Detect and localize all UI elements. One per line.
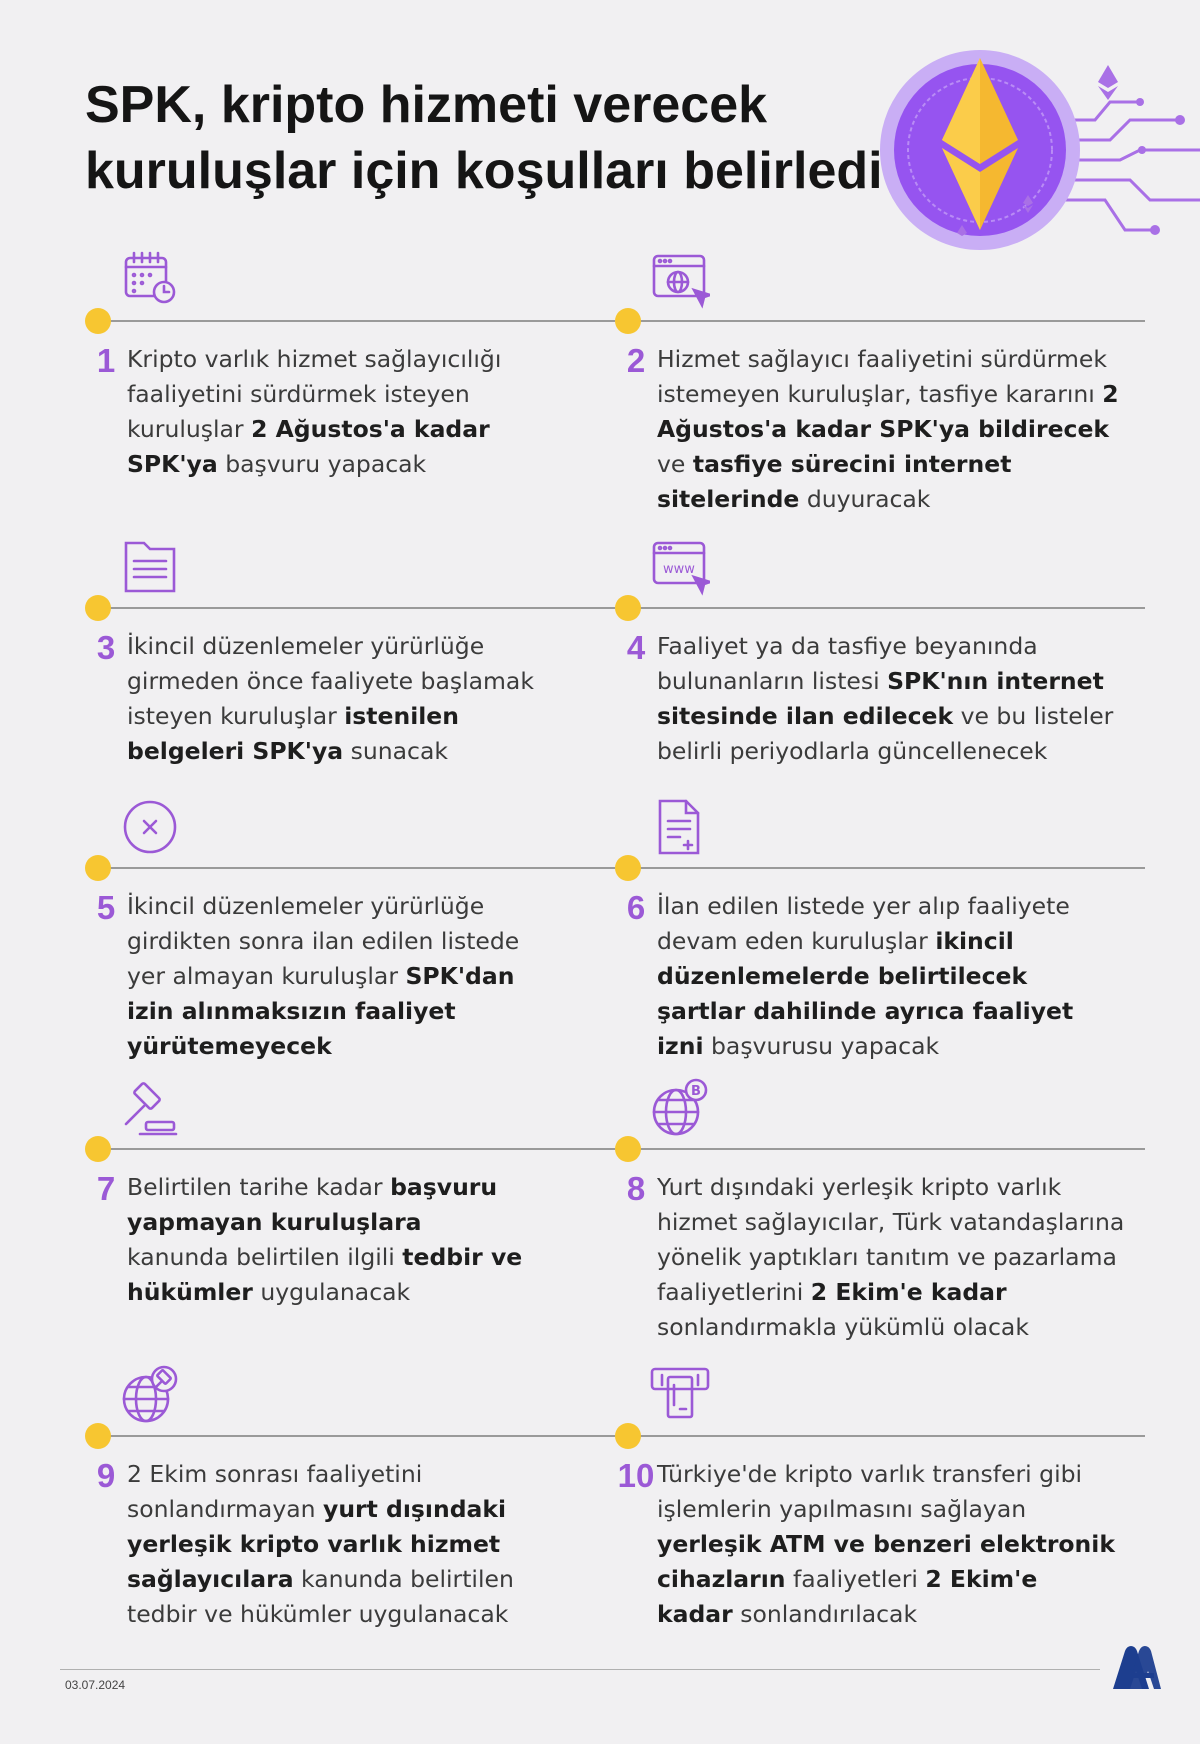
item-text-part: Kripto varlık hizmet sağlayıcılığı faaliyetini sürdürmek isteyen kuruluşlar — [127, 345, 502, 443]
item-text-part: başvurusu yapacak — [703, 1032, 940, 1060]
folder-document-icon — [120, 537, 180, 597]
item-text-part: uygulanacak — [252, 1278, 411, 1306]
item-text-part: Faaliyet ya da tasfiye beyanında bulunanların listesi — [657, 632, 1038, 695]
document-plus-icon — [650, 797, 710, 857]
aa-logo-icon — [1110, 1645, 1162, 1691]
globe-gavel-icon — [120, 1365, 180, 1425]
item-text-bold: 2 Ağustos'a kadar SPK'ya — [127, 415, 490, 478]
item-text — [657, 1457, 1117, 1632]
item-text-part: kanunda belirtilen ilgili — [127, 1243, 403, 1271]
list-item-8 — [615, 1078, 1155, 1358]
item-number: 1 — [96, 342, 116, 379]
svg-text:www: www — [663, 562, 695, 577]
publish-date: 03.07.2024 — [65, 1678, 126, 1692]
globe-bitcoin-icon — [650, 1078, 710, 1138]
item-text-bold: başvuru yapmayan kuruluşlara — [127, 1173, 498, 1236]
item-text — [127, 889, 557, 1064]
item-number: 10 — [617, 1457, 655, 1494]
item-number: 6 — [626, 889, 646, 926]
gavel-icon — [120, 1078, 180, 1138]
item-text — [127, 342, 507, 482]
item-text-part: Yurt dışındaki yerleşik kripto varlık hizmet sağlayıcılar, Türk vatandaşlarına yönelik yaptıkları tanıtım ve pazarlama faaliyetlerini — [657, 1173, 1125, 1306]
item-text-bold: SPK'nın internet sitesinde ilan edilecek — [657, 667, 1104, 730]
item-text-bold: 2 Ekim'e kadar — [657, 1565, 1038, 1628]
item-text-part: İkincil düzenlemeler yürürlüğe girdikten sonra ilan edilen listede yer almayan kuruluşlar — [127, 892, 520, 990]
list-item-10 — [615, 1365, 1155, 1665]
item-text-bold: SPK'dan izin alınmaksızın faaliyet yürütemeyecek — [127, 962, 515, 1060]
list-item-9 — [85, 1365, 625, 1665]
item-text-part: İkincil düzenlemeler yürürlüğe girmeden önce faaliyete başlamak isteyen kuruluşlar — [127, 632, 534, 730]
list-item-6 — [615, 797, 1155, 1077]
item-text-bold: 2 Ağustos'a kadar SPK'ya bildirecek — [657, 380, 1119, 443]
item-text-bold: istenilen belgeleri SPK'ya — [127, 702, 459, 765]
item-text-bold: 2 Ekim'e kadar — [810, 1278, 1007, 1306]
item-text-bold: tasfiye sürecini internet sitelerinde — [657, 450, 1012, 513]
item-number: 4 — [626, 629, 646, 666]
item-text-bold: yurt dışındaki yerleşik kripto varlık hizmet sağlayıcılara — [127, 1495, 507, 1593]
list-item-5 — [85, 797, 625, 1077]
item-text-part: Hizmet sağlayıcı faaliyetini sürdürmek istemeyen kuruluşlar, tasfiye kararını — [657, 345, 1107, 408]
item-text-bold: tedbir ve hükümler — [127, 1243, 523, 1306]
item-text-part: sonlandırılacak — [732, 1600, 918, 1628]
item-text — [127, 629, 577, 769]
item-number: 9 — [96, 1457, 116, 1494]
svg-text:B: B — [691, 1084, 701, 1099]
item-text — [657, 1170, 1147, 1345]
page-title — [85, 72, 905, 204]
item-text — [657, 889, 1107, 1064]
item-text-part: ve — [657, 450, 693, 478]
calendar-clock-icon — [120, 250, 180, 310]
item-text-part: kanunda belirtilen tedbir ve hükümler uygulanacak — [127, 1565, 514, 1628]
item-text-part: Belirtilen tarihe kadar — [127, 1173, 391, 1201]
item-text — [657, 342, 1127, 517]
list-item-4 — [615, 537, 1155, 787]
item-text-part: İlan edilen listede yer alıp faaliyete devam eden kuruluşlar — [657, 892, 1070, 955]
item-number: 3 — [96, 629, 116, 666]
item-number: 8 — [626, 1170, 646, 1207]
item-number: 7 — [96, 1170, 116, 1207]
list-item-3 — [85, 537, 625, 787]
item-text-part: başvuru yapacak — [217, 450, 427, 478]
list-item-7 — [85, 1078, 625, 1358]
browser-globe-icon — [650, 250, 710, 310]
list-item-1 — [85, 250, 625, 530]
item-text-part: duyuracak — [799, 485, 931, 513]
item-text-part: Türkiye'de kripto varlık transferi gibi işlemlerin yapılmasını sağlayan — [657, 1460, 1083, 1523]
footer-divider — [60, 1669, 1100, 1670]
item-number: 5 — [96, 889, 116, 926]
list-item-2 — [615, 250, 1155, 530]
item-text-part: 2 Ekim sonrası faaliyetini sonlandırmayan — [127, 1460, 423, 1523]
item-text — [127, 1457, 547, 1632]
item-text-part: faaliyetleri — [785, 1565, 926, 1593]
item-number: 2 — [626, 342, 646, 379]
item-text — [657, 629, 1127, 769]
www-browser-icon — [650, 537, 710, 597]
item-text-part: ve bu listeler belirli periyodlarla güncellenecek — [657, 702, 1114, 765]
item-text-part: sonlandırmakla yükümlü olacak — [657, 1313, 1029, 1341]
item-text-bold: yerleşik ATM ve benzeri elektronik cihazların — [657, 1530, 1115, 1593]
item-text — [127, 1170, 527, 1310]
item-text-part: sunacak — [343, 737, 448, 765]
atm-icon — [650, 1365, 710, 1425]
item-text-bold: ikincil düzenlemelerde belirtilecek şartlar dahilinde ayrıca faaliyet izni — [657, 927, 1074, 1060]
x-circle-icon — [120, 797, 180, 857]
ethereum-coin-illustration — [880, 40, 1200, 280]
title-line-2: kuruluşlar için koşulları belirledi — [85, 142, 883, 200]
title-line-1: SPK, kripto hizmeti verecek — [85, 76, 768, 134]
